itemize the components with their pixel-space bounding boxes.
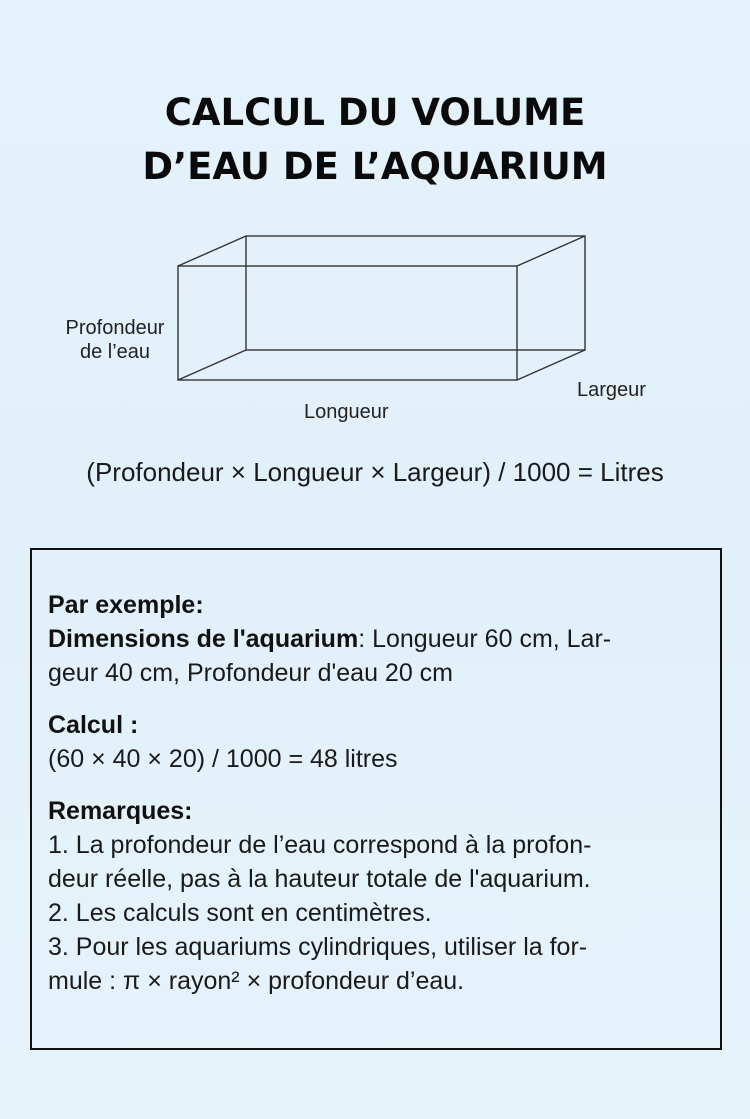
edge-top-left (178, 236, 246, 266)
note-3-line-2: mule : π × rayon² × profondeur d’eau. (48, 967, 465, 995)
example-box (30, 548, 722, 1050)
note-1-line-2: deur réelle, pas à la hauteur totale de l'aquarium. (48, 865, 591, 893)
notes-heading: Remarques: (48, 797, 193, 825)
edge-bottom-right (517, 350, 585, 380)
example-heading: Par exemple: (48, 591, 204, 619)
title-line-2: D’EAU DE L’AQUARIUM (142, 145, 608, 188)
note-2: 2. Les calculs sont en centimètres. (48, 899, 432, 927)
dimensions-line-2: geur 40 cm, Profondeur d'eau 20 cm (48, 659, 454, 687)
back-face (246, 236, 585, 350)
edge-bottom-left (178, 350, 246, 380)
length-label: Longueur (304, 401, 389, 423)
dimensions-value-1: Longueur 60 cm, Lar- (365, 625, 612, 653)
dimensions-colon: : (358, 625, 366, 653)
depth-label-line-2: de l’eau (79, 341, 151, 363)
depth-label (50, 316, 180, 364)
title-line-1: CALCUL DU VOLUME (164, 91, 586, 134)
depth-label-line-1: Profondeur (65, 317, 165, 339)
example-content (48, 588, 710, 998)
aquarium-diagram (0, 0, 750, 450)
front-face (178, 266, 517, 380)
edge-top-right (517, 236, 585, 266)
note-3-line-1: 3. Pour les aquariums cylindriques, utiliser la for- (48, 933, 588, 961)
dimensions-label: Dimensions de l'aquarium (48, 625, 359, 653)
width-label: Largeur (577, 379, 646, 401)
calc-heading: Calcul : (48, 711, 139, 739)
dimensions-line-1 (48, 622, 710, 656)
calc-value: (60 × 40 × 20) / 1000 = 48 litres (48, 745, 398, 773)
note-1-line-1: 1. La profondeur de l’eau correspond à la profon- (48, 831, 592, 859)
volume-formula: (Profondeur × Longueur × Largeur) / 1000 = Litres (86, 457, 664, 487)
